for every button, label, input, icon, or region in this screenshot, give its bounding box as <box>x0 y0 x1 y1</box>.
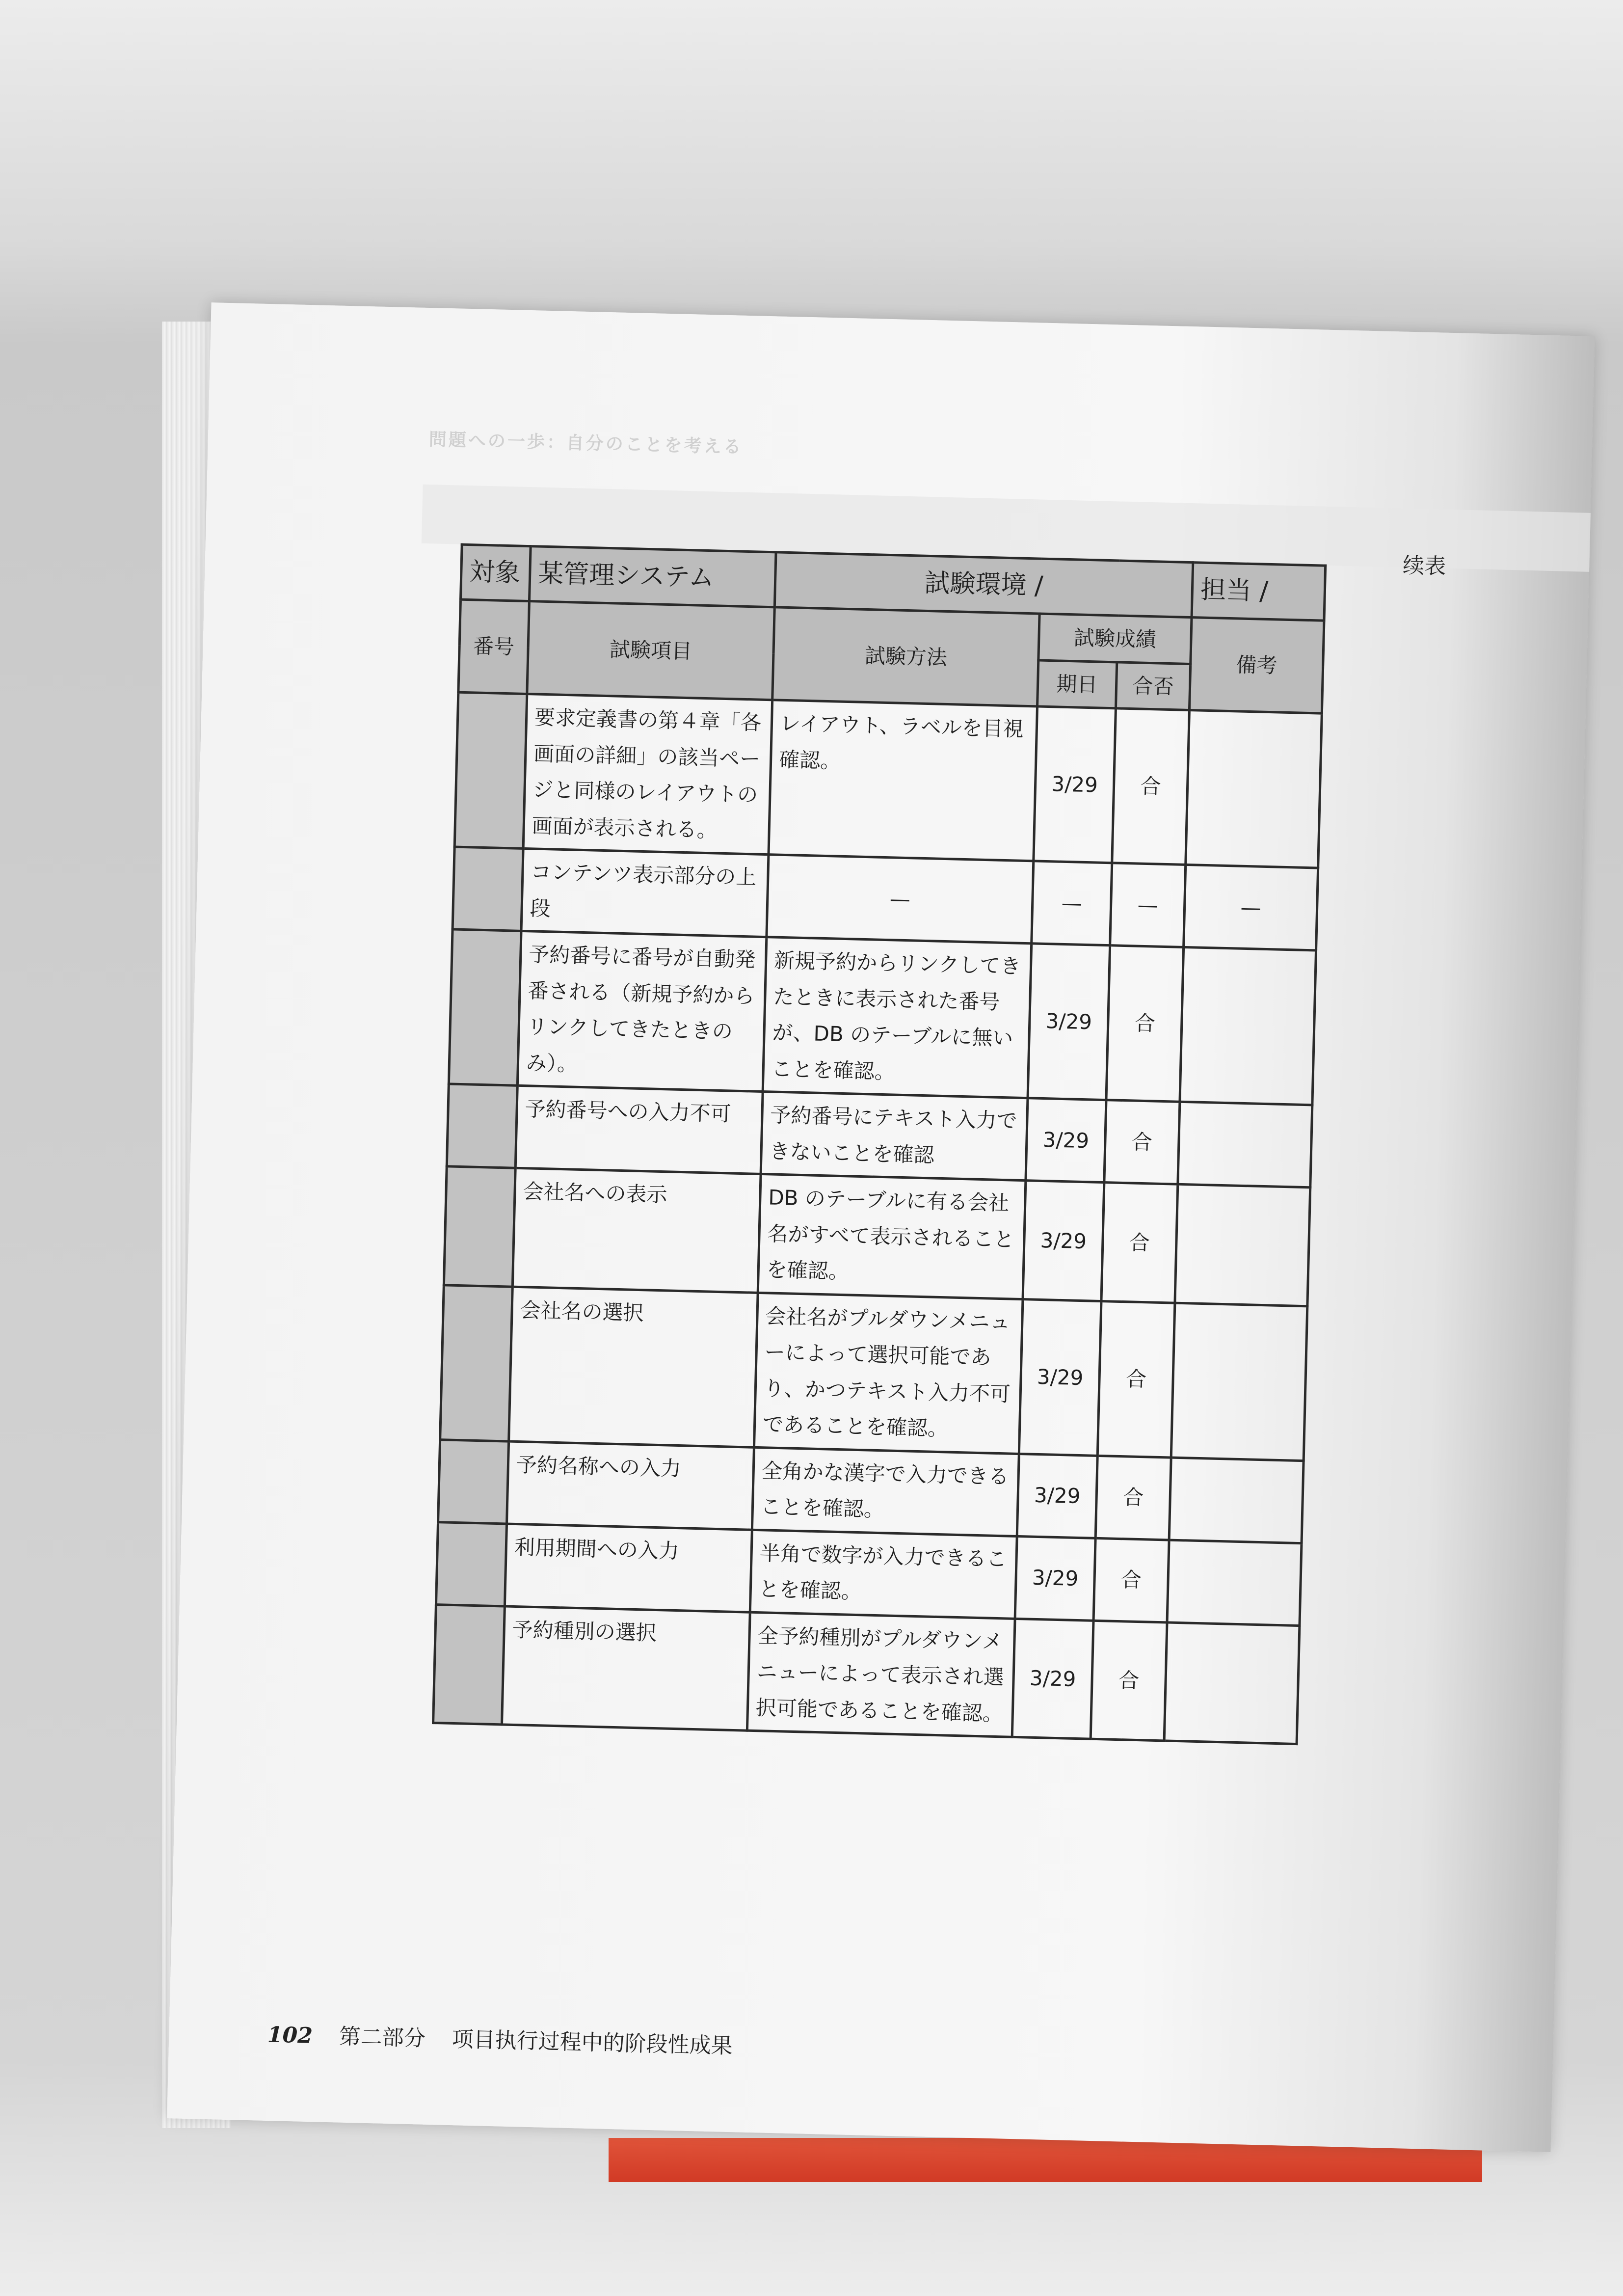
row-number <box>447 1084 517 1168</box>
table-row <box>449 929 1316 1105</box>
row-number <box>436 1522 506 1606</box>
test-method: 会社名がプルダウンメニューによって選択可能であり、かつテキスト入力不可であることを確認。 <box>754 1293 1023 1454</box>
book-page <box>167 302 1595 2152</box>
result-label: 試験成績 <box>1038 614 1192 664</box>
test-item: 会社名への表示 <box>512 1168 761 1293</box>
test-method: 予約番号にテキスト入力できないことを確認 <box>761 1092 1028 1181</box>
row-number <box>440 1285 513 1441</box>
test-remarks <box>1164 1622 1300 1744</box>
test-result: 合 <box>1106 945 1184 1102</box>
test-results-table <box>432 543 1327 1745</box>
test-date: 3/29 <box>1028 944 1110 1100</box>
test-result: — <box>1110 863 1186 947</box>
test-result: 合 <box>1093 1538 1169 1622</box>
target-value: 某管理システム <box>529 546 776 607</box>
test-remarks <box>1169 1458 1304 1543</box>
test-date: 3/29 <box>1026 1098 1106 1183</box>
env-label: 試験環境 / <box>774 552 1193 618</box>
test-method: 新規予約からリンクしてきたときに表示された番号が、DB のテーブルに無いことを確認。 <box>763 937 1032 1098</box>
item-label: 試験項目 <box>527 601 774 700</box>
test-result: 合 <box>1095 1456 1171 1540</box>
owner-label: 担当 / <box>1192 563 1326 621</box>
table-row <box>440 1285 1307 1460</box>
continued-label: 续表 <box>1402 553 1446 579</box>
part-label: 第二部分 <box>339 2024 426 2052</box>
table-row <box>454 692 1322 868</box>
test-item: 利用期間への入力 <box>505 1524 752 1612</box>
test-method: レイアウト、ラベルを目視確認。 <box>769 700 1038 861</box>
page-number: 102 <box>267 2022 313 2049</box>
test-result: 合 <box>1112 708 1190 865</box>
row-number <box>454 692 527 848</box>
num-label: 番号 <box>458 599 530 694</box>
test-method: 全予約種別がプルダウンメニューによって表示され選択可能であることを確認。 <box>747 1612 1015 1737</box>
test-item: 会社名の選択 <box>509 1287 758 1447</box>
test-result: 合 <box>1104 1100 1180 1185</box>
row-number <box>433 1604 505 1725</box>
test-date: 3/29 <box>1019 1299 1101 1456</box>
row-number <box>438 1439 509 1523</box>
test-remarks <box>1175 1184 1310 1306</box>
test-item: 予約種別の選択 <box>502 1606 750 1731</box>
test-result: 合 <box>1101 1183 1178 1303</box>
pass-label: 合否 <box>1116 662 1190 710</box>
test-method: — <box>767 855 1034 944</box>
remarks-label: 備考 <box>1189 618 1324 714</box>
row-number <box>449 929 521 1085</box>
test-result: 合 <box>1097 1301 1175 1458</box>
test-remarks <box>1171 1303 1307 1461</box>
test-item: 予約名称への入力 <box>507 1441 754 1530</box>
table-row <box>433 1604 1300 1744</box>
test-remarks <box>1178 1102 1312 1188</box>
chapter-title: 项目执行过程中的阶段性成果 <box>452 2026 733 2059</box>
test-method: 半角で数字が入力できることを確認。 <box>750 1530 1017 1619</box>
test-item: 予約番号への入力不可 <box>515 1085 763 1174</box>
test-date: 3/29 <box>1017 1454 1097 1538</box>
test-date: 3/29 <box>1034 706 1116 863</box>
faded-running-header: 問題への一歩：自分のことを考える <box>428 430 744 458</box>
test-remarks: — <box>1184 864 1318 950</box>
test-date: 3/29 <box>1015 1536 1095 1621</box>
test-date: 3/29 <box>1012 1619 1093 1739</box>
test-item: コンテンツ表示部分の上段 <box>521 848 769 937</box>
test-remarks <box>1180 947 1316 1105</box>
date-label: 期日 <box>1038 660 1117 708</box>
test-date: 3/29 <box>1023 1181 1104 1301</box>
test-date: — <box>1032 861 1112 945</box>
test-method: DB のテーブルに有る会社名がすべて表示されることを確認。 <box>758 1174 1026 1299</box>
test-item: 要求定義書の第４章「各画面の詳細」の該当ページと同様のレイアウトの画面が表示される。 <box>523 694 772 855</box>
target-label: 対象 <box>460 544 531 601</box>
table-row <box>444 1166 1310 1306</box>
test-item: 予約番号に番号が自動発番される（新規予約からリンクしてきたときのみ）。 <box>517 931 767 1091</box>
test-remarks <box>1186 710 1322 868</box>
row-number <box>444 1166 515 1287</box>
test-result: 合 <box>1091 1621 1167 1741</box>
method-label: 試験方法 <box>772 607 1039 706</box>
row-number <box>452 847 523 931</box>
test-method: 全角かな漢字で入力できることを確認。 <box>752 1447 1019 1536</box>
test-remarks <box>1167 1540 1302 1626</box>
